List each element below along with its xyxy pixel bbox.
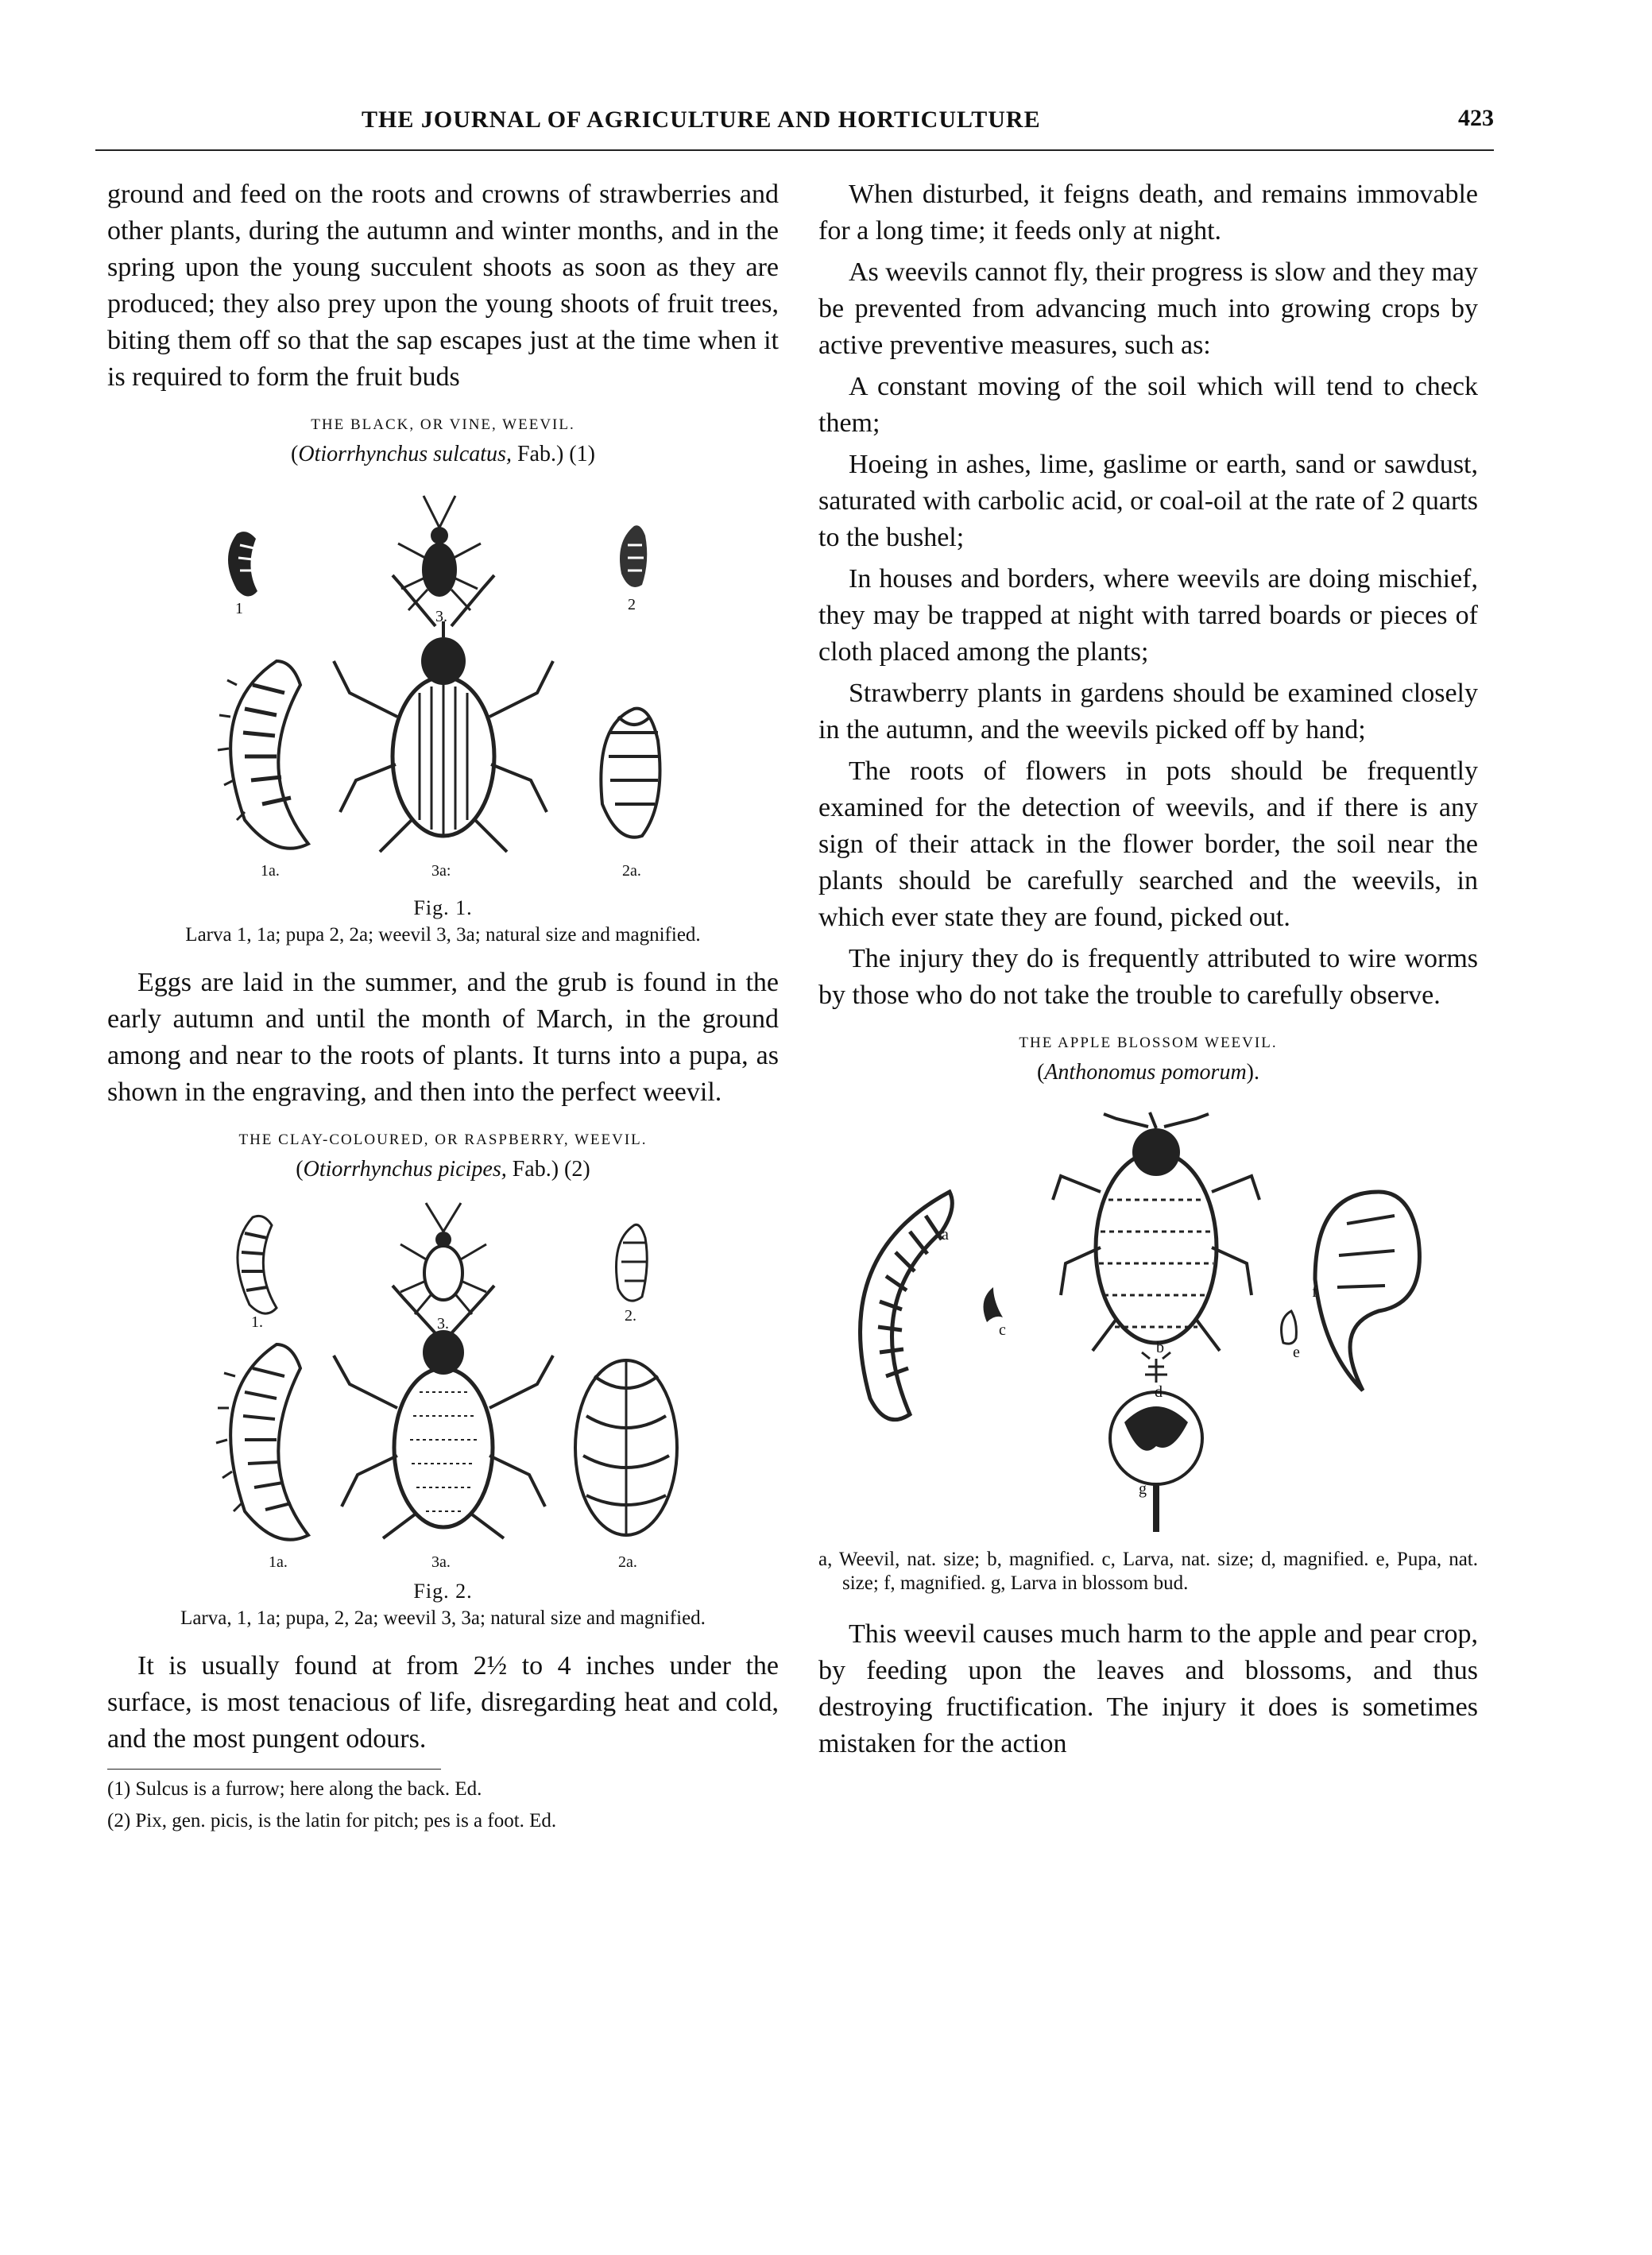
fig3-label-f: f [1312,1283,1317,1301]
right-paragraph-9: This weevil causes much harm to the apple and pear crop, by feeding upon the leaves and blossoms, and thus destroying fructification. The injury it does is sometimes mistaken for the action [818,1619,1478,1758]
fig1-scientific-name: (Otiorrhynchus sulcatus, Fab.) (1) [291,442,595,466]
right-paragraph-6: Strawberry plants in gardens should be examined closely in the autumn, and the weevils picked off by hand; [818,679,1478,745]
fig1-label-1a: 1a. [260,862,280,880]
fig2-weevil-small [400,1203,486,1314]
fig2-sci-italic: Otiorrhynchus picipes, [303,1157,507,1182]
fig1-sci-rest: Fab.) (1) [511,442,595,466]
fig3-label-d: d [1155,1383,1163,1401]
fig1-label-2a: 2a. [621,862,641,880]
fig2-label-3a: 3a. [431,1553,451,1571]
fig3-caption: a, Weevil, nat. size; b, magnified. c, Larva, nat. size; d, magnified. e, Pupa, nat. size; f, magnified. g, Larva in blossom bud. [818,1549,1478,1594]
fig2-title: THE CLAY-COLOURED, OR RASPBERRY, WEEVIL. [238,1131,648,1148]
fig1-larva-large [218,661,308,849]
fig3-label-e: e [1293,1344,1300,1361]
fig1-illustration [189,478,698,892]
fig1-sci-italic: Otiorrhynchus sulcatus, [298,442,512,466]
fig2-label-2a: 2a. [617,1553,637,1571]
fig1-label-3: 3. [435,608,447,625]
fig2-sci-rest: Fab.) (2) [506,1157,590,1182]
fig1-larva-small [228,532,257,596]
fig3-weevil-small [1142,1352,1170,1383]
fig2-pupa-small [616,1224,647,1301]
fig3-pupa-small [1282,1311,1297,1344]
fig2-pupa-large [575,1360,677,1535]
fig1-label-2: 2 [627,596,636,613]
fig3-blossom-bud [1110,1392,1202,1532]
footnote-2: (2) Pix, gen. picis, is the latin for pitch; pes is a foot. Ed. [107,1810,557,1831]
fig1-pupa-small [620,525,647,587]
fig2-larva-small [237,1216,276,1313]
right-column [818,176,1478,1762]
fig3-label-g: g [1139,1480,1147,1498]
fig1-weevil-small [398,496,481,610]
fig3-larva-small [984,1287,1004,1322]
right-paragraph-3: A constant moving of the soil which will tend to check them; [818,372,1478,438]
footnote-1: (1) Sulcus is a furrow; here along the back. Ed. [107,1778,482,1800]
fig2-label: Fig. 2. [413,1580,473,1603]
fig1-label-1: 1 [234,600,243,617]
left-column [107,176,779,1833]
right-paragraph-1: When disturbed, it feigns death, and remains immovable for a long time; it feeds only at night. [818,180,1478,246]
fig3-sci-italic: Anthonomus pomorum [1044,1060,1247,1085]
fig3-illustration [822,1097,1474,1541]
fig2-label-2: 2. [624,1307,636,1325]
fig3-weevil-large [1053,1112,1259,1351]
right-paragraph-2: As weevils cannot fly, their progress is slow and they may be prevented from advancing much into growing crops by active preventive measures, such as: [818,257,1478,360]
fig3-pupa-large [1315,1192,1419,1391]
fig2-label-1: 1. [250,1313,263,1331]
right-paragraph-7: The roots of flowers in pots should be frequently examined for the detection of weevils, and if there is any sign of their attack in the flower border, the soil near the plants should be carefully searched and the weevils, in which ever state they are found, picked out. [818,756,1478,932]
right-paragraph-8: The injury they do is frequently attributed to wire worms by those who do not take the trouble to carefully observe. [818,944,1478,1010]
right-paragraph-5: In houses and borders, where weevils are doing mischief, they may be trapped at night with tarred boards or pieces of cloth placed among the plants; [818,564,1478,667]
fig3-sci-rest: ). [1246,1060,1259,1085]
fig1-label: Fig. 1. [413,896,473,919]
fig3-title: THE APPLE BLOSSOM WEEVIL. [1019,1035,1278,1051]
fig2-label-3: 3. [436,1315,449,1332]
fig2-engraving [189,1193,698,1575]
footnote-rule [107,1769,441,1770]
fig1-caption: Larva 1, 1a; pupa 2, 2a; weevil 3, 3a; natural size and magnified. [185,924,701,946]
fig2-larva-large [216,1344,308,1540]
fig3-scientific-name: (Anthonomus pomorum). [1037,1060,1259,1085]
fig3-larva-left [861,1192,953,1420]
left-paragraph-3: It is usually found at from 2½ to 4 inches under the surface, is most tenacious of life, disregarding heat and cold, and the most pungent odours. [107,1651,779,1754]
fig1-engraving [189,478,698,892]
left-paragraph-1: ground and feed on the roots and crowns of strawberries and other plants, during the autumn and winter months, and in the spring upon the young succulent shoots as soon as they are produced; they also prey upon the young shoots of fruit trees, biting them off so that the sap escapes just at the time when it is required to form the fruit buds [107,180,779,392]
page-number: 423 [1458,105,1494,131]
right-paragraph-4: Hoeing in ashes, lime, gaslime or earth, sand or sawdust, saturated with carbolic acid, or coal-oil at the rate of 2 quarts to the bushel; [818,450,1478,552]
fig2-caption: Larva, 1, 1a; pupa, 2, 2a; weevil 3, 3a; natural size and magnified. [180,1607,706,1629]
fig3-label-a: a [942,1226,949,1244]
running-head: THE JOURNAL OF AGRICULTURE AND HORTICULTURE [362,106,1041,133]
running-header [95,102,1494,149]
fig2-scientific-name: (Otiorrhynchus picipes, Fab.) (2) [296,1157,590,1182]
fig3-label-b: b [1156,1339,1164,1356]
fig1-label-3a: 3a: [431,862,451,880]
fig3-label-c: c [999,1321,1006,1339]
fig1-pupa-large [601,709,660,837]
fig2-label-1a: 1a. [268,1553,288,1571]
fig3-engraving [822,1097,1474,1541]
header-rule [95,149,1494,151]
fig1-title: THE BLACK, OR VINE, WEEVIL. [311,416,575,433]
left-paragraph-2: Eggs are laid in the summer, and the grub is found in the early autumn and until the month of March, in the ground among and near to the roots of plants. It turns into a pupa, as shown in the engraving, and then into the perfect weevil. [107,968,779,1107]
fig2-illustration [189,1193,698,1575]
